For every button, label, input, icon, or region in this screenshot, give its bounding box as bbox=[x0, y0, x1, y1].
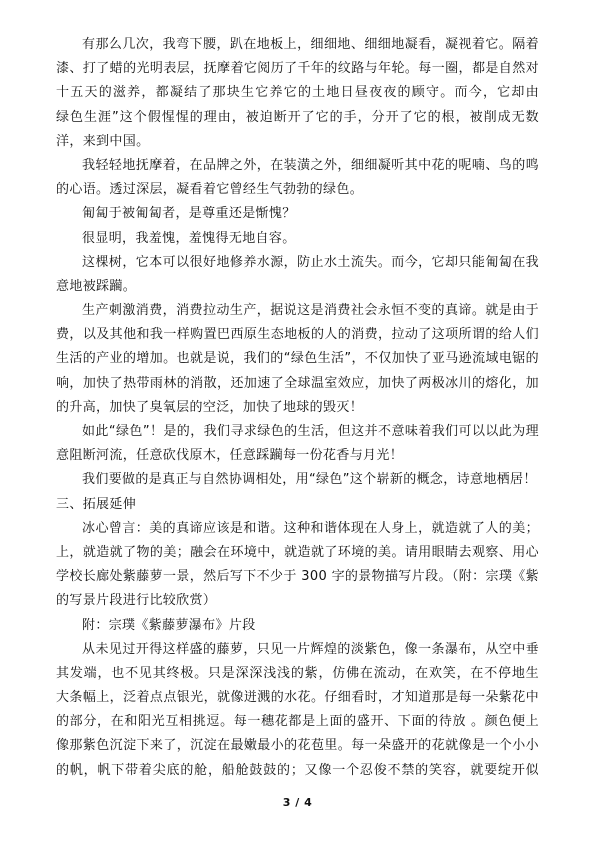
paragraph-line: 如此“绿色”！是的，我们寻求绿色的生活，但这并不意味着我们可以以此为理 bbox=[82, 424, 539, 439]
paragraph-line: 意阻断河流，任意砍伐原木，任意踩躏每一份花香与月光！ bbox=[56, 448, 404, 464]
paragraph-line: 学校长廊处紫藤萝一景，然后写下不少于 300 字的景物描写片段。（附：宗璞《紫 bbox=[56, 569, 539, 585]
paragraph-line: 洋，来到中国。 bbox=[56, 133, 150, 149]
paragraph-line: 像那紫色沉淀下来了，沉淀在最嫩最小的花苞里。每一朵盛开的花就像是一个小小 bbox=[56, 738, 539, 754]
paragraph-line: 生产刺激消费，消费拉动生产，据说这是消费社会永恒不变的真谛。就是由于 bbox=[82, 303, 539, 319]
paragraph-line: 的写景片段进行比较欣赏） bbox=[56, 593, 217, 609]
paragraph-line: 的升高，加快了臭氧层的空泛，加快了地球的毁灭！ bbox=[56, 399, 364, 415]
paragraph-line: 匍匐于被匍匐者，是尊重还是惭愧？ bbox=[82, 206, 296, 222]
paragraph-line: 大条幅上，泛着点点银光，就像迸溅的水花。仔细看时，才知道那是每一朵紫花中 bbox=[56, 690, 539, 706]
paragraph-line: 意地被踩躏。 bbox=[56, 278, 137, 294]
paragraph-line: 上，就造就了物的美；融会在环境中，就造就了环境的美。请用眼睛去观察、用心 bbox=[56, 544, 539, 560]
paragraph-line: 的心语。透过深层，凝看着它曾经生气勃勃的绿色。 bbox=[56, 182, 364, 198]
paragraph-line: 这棵树，它本可以很好地修养水源，防止水土流失。而今，它却只能匍匐在我 bbox=[82, 254, 539, 270]
paragraph-line: 很显明，我羞愧，羞愧得无地自容。 bbox=[82, 230, 296, 246]
paragraph-line: 有那么几次，我弯下腰，趴在地板上，细细地、细细地凝看，凝视着它。隔着 bbox=[82, 37, 539, 52]
body-text bbox=[56, 33, 539, 783]
page-number: 3 / 4 bbox=[282, 796, 313, 809]
paragraph-line: 漆、打了蜡的光明表层，抚摩着它阅历了千年的纹路与年轮。每一圈，都是自然对 bbox=[56, 61, 539, 77]
paragraph-line: 的部分，在和阳光互相挑逗。每一穗花都是上面的盛开、下面的待放 。颜色便上 bbox=[56, 714, 539, 730]
paragraph-line: 十五天的滋养，都凝结了那块生它养它的土地日昼夜夜的顾守。而今，它却由 bbox=[56, 85, 539, 101]
paragraph-line: 绿色生涯”这个假惺惺的理由，被迫断开了它的手，分开了它的根，被削成无数 bbox=[56, 109, 539, 125]
paragraph-line: 响，加快了热带雨林的消散，还加速了全球温室效应，加快了两极冰川的熔化，加 bbox=[56, 375, 539, 391]
paragraph-line: 我轻轻地抚摩着，在品牌之外，在装潢之外，细细凝听其中花的呢喃、鸟的鸣 bbox=[82, 157, 539, 173]
paragraph-line: 其发端，也不见其终极。只是深深浅浅的紫，仿佛在流动，在欢笑，在不停地生 bbox=[56, 665, 539, 681]
paragraph-line: 我们要做的是真正与自然协调相处，用“绿色”这个崭新的概念，诗意地栖居！ bbox=[82, 472, 537, 488]
paragraph-line: 冰心曾言：美的真谛应该是和谐。这种和谐体现在人身上，就造就了人的美； bbox=[82, 520, 539, 536]
paragraph-line: 的帆，帆下带着尖底的舱，船舱鼓鼓的；又像一个忍俊不禁的笑容，就要绽开似 bbox=[56, 762, 539, 778]
paragraph-line: 生活的产业的增加。也就是说，我们的“绿色生活”，不仅加快了亚马逊流域电锯的 bbox=[56, 351, 539, 367]
paragraph-line: 从未见过开得这样盛的藤萝，只见一片辉煌的淡紫色，像一条瀑布，从空中垂 bbox=[82, 641, 539, 657]
subheading: 附：宗璞《紫藤萝瀑布》片段 bbox=[82, 617, 256, 633]
section-heading: 三、拓展延伸 bbox=[56, 496, 137, 512]
paragraph-line: 费，以及其他和我一样购置巴西原生态地板的人的消费，拉动了这项所谓的给人们 bbox=[56, 327, 539, 343]
